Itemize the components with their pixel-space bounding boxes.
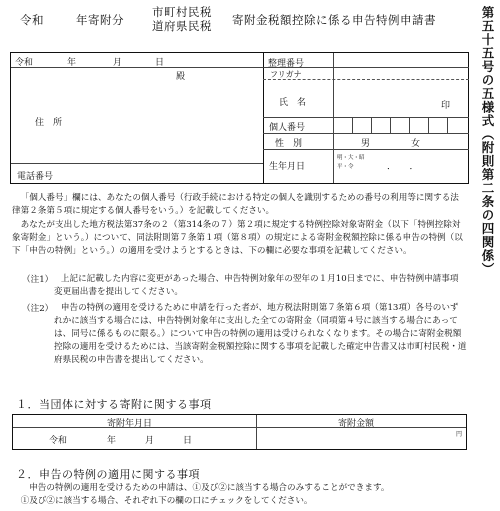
donation-date-year: 年 xyxy=(107,436,117,446)
donation-date-header: 寄附年月日 xyxy=(107,419,153,429)
birth-date-label: 生年月日 xyxy=(269,162,306,172)
paragraph-personal-number: 「個人番号」欄には、あなたの個人番号（行政手続における特定の個人を識別するための番号の利用等に関する法律第２条第５項に規定する個人番号をいう。）を記載してください。 xyxy=(12,193,459,216)
header-municipality-line1: 市町村民税 xyxy=(152,5,212,19)
addressee: 殿 xyxy=(176,72,186,82)
header-era: 令和 xyxy=(20,13,44,27)
form-title: 寄附金税額控除に係る申告特例申請書 xyxy=(232,13,436,27)
header-year-suffix: 年寄附分 xyxy=(76,13,124,27)
section1-title: １．当団体に対する寄附に関する事項 xyxy=(16,398,212,411)
donation-date-month: 月 xyxy=(145,436,155,446)
donation-date-day: 日 xyxy=(183,436,193,446)
applicant-form xyxy=(10,52,469,184)
seal-mark: 印 xyxy=(441,101,451,111)
donation-amount-header: 寄附金額 xyxy=(338,419,375,429)
gender-female: 女 xyxy=(411,139,421,149)
section2-line2: ①及び②に該当する場合、それぞれ下の欄の口にチェックをしてください。 xyxy=(20,496,313,506)
donation-table xyxy=(12,414,467,450)
date-year: 年 xyxy=(67,58,77,68)
furigana-label: フリガナ xyxy=(270,70,302,79)
header-municipality-line2: 道府県民税 xyxy=(152,19,212,33)
date-era: 令和 xyxy=(15,58,34,68)
reg-no-label: 整理番号 xyxy=(268,59,305,69)
note1-label: （注1） xyxy=(22,275,54,285)
note1-text: 上記に記載した内容に変更があった場合、申告特例対象年の翌年の１月10日までに、申告特例申請事項変更届出書を提出してください。 xyxy=(54,274,459,297)
note2-text: 申告の特例の適用を受けるために申請を行った者が、地方税法附則第７条第６項（第13項）各号のいずれかに該当する場合には、申告特例対象年に支出した全ての寄附金（同項第４号に該当する場合にあっては、同号に係るものに限る。）について申告の特例の適用は受けられなくなります。その場合に寄附金税額控除の適用を受けるためには、当該寄附金税額控除に関する事項を記載した確定申告書又は市町村民税・道府県民税の申告書を提出してください。 xyxy=(54,303,467,365)
birth-era-options-2: 平・令 xyxy=(337,164,354,170)
address-label: 住 所 xyxy=(35,118,63,128)
note2-label: （注2） xyxy=(22,304,54,314)
section2-title: ２．申告の特例の適用に関する事項 xyxy=(16,468,200,481)
birth-date-dots: ． ． xyxy=(387,162,419,172)
donation-yen-unit: 円 xyxy=(456,431,463,438)
side-form-number: 第五十五号の五様式（附則第二条の四関係） xyxy=(480,6,495,276)
gender-male: 男 xyxy=(361,139,371,149)
section2-line1: 申告の特例の適用を受けるための申請は、①及び②に該当する場合のみすることができます。 xyxy=(29,483,390,493)
personal-no-label: 個人番号 xyxy=(269,123,306,133)
donation-date-era: 令和 xyxy=(49,436,68,446)
name-label: 氏 名 xyxy=(279,98,307,108)
date-day: 日 xyxy=(155,58,165,68)
paragraph-application: あなたが支出した地方税法第37条の２（第314条の７）第２項に規定する特例控除対象寄附金（以下「特例控除対象寄附金」という。）について、同法附則第７条第１項（第８項）の規定による寄附金税額控除に係る申告の特例（以下「申告の特例」という。）の適用を受けようとするときは、下の欄に必要な事項を記載してください。 xyxy=(12,220,463,256)
birth-era-options-1: 明・大・昭 xyxy=(337,155,365,161)
phone-label: 電話番号 xyxy=(17,172,54,182)
gender-label: 性 別 xyxy=(275,139,303,149)
date-month: 月 xyxy=(113,58,123,68)
